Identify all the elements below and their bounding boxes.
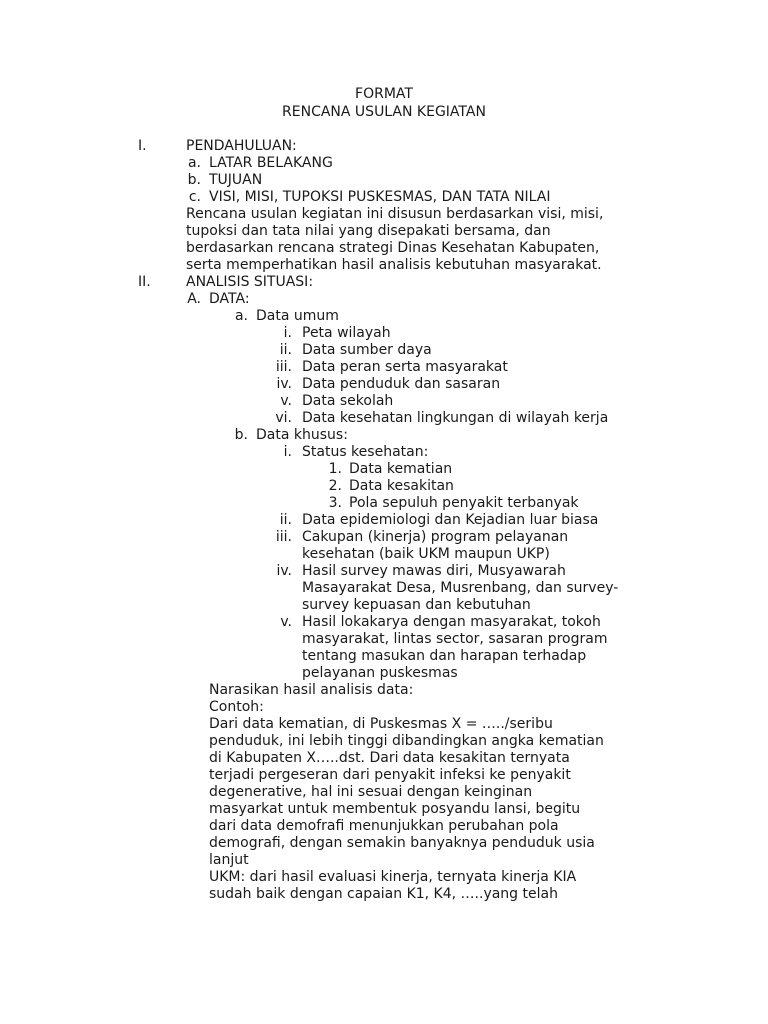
list-marker: c. [188, 189, 201, 205]
list-item: Pola sepuluh penyakit terbanyak [349, 495, 579, 511]
list-marker: ii. [279, 342, 292, 358]
list-marker: vi. [275, 410, 292, 426]
list-marker: iv. [276, 376, 292, 392]
narrative-line: dari data demofrafi menunjukkan perubahan pola [209, 818, 559, 834]
list-item: Data epidemiologi dan Kejadian luar biasa [302, 512, 599, 528]
narrative-line: sudah baik dengan capaian K1, K4, …..yang telah [209, 886, 558, 902]
list-marker: iii. [275, 529, 292, 545]
list-item-continuation: masyarakat, lintas sector, sasaran program [302, 631, 608, 647]
paragraph-line: Rencana usulan kegiatan ini disusun berdasarkan visi, misi, [186, 206, 604, 222]
section-heading: PENDAHULUAN: [186, 138, 297, 154]
narrative-line: masyarkat untuk membentuk posyandu lansi, begitu [209, 801, 581, 817]
document-title: FORMAT [355, 86, 413, 102]
list-item: Data kesehatan lingkungan di wilayah kerja [302, 410, 609, 426]
list-marker: A. [187, 291, 201, 307]
list-marker: 2. [328, 478, 342, 494]
narrative-line: demografi, dengan semakin banyaknya penduduk usia [209, 835, 595, 851]
section-number: I. [138, 138, 147, 154]
narrative-line: Dari data kematian, di Puskesmas X = …../seribu [209, 716, 553, 732]
list-item: Status kesehatan: [302, 444, 429, 460]
narrative-line: UKM: dari hasil evaluasi kinerja, ternyata kinerja KIA [209, 869, 577, 885]
list-item: Data umum [256, 308, 339, 324]
list-item-continuation: pelayanan puskesmas [302, 665, 458, 681]
list-item-continuation: survey kepuasan dan kebutuhan [302, 597, 531, 613]
list-item-continuation: tentang masukan dan harapan terhadap [302, 648, 587, 664]
list-item: Data sekolah [302, 393, 394, 409]
list-item: VISI, MISI, TUPOKSI PUSKESMAS, DAN TATA NILAI [209, 189, 551, 205]
list-item: Data kematian [349, 461, 453, 477]
list-item: DATA: [209, 291, 250, 307]
paragraph-line: berdasarkan rencana strategi Dinas Kesehatan Kabupaten, [186, 240, 600, 256]
list-marker: iii. [275, 359, 292, 375]
list-item: Peta wilayah [302, 325, 391, 341]
narrative-line: lanjut [209, 852, 249, 868]
list-marker: a. [234, 308, 248, 324]
section-number: II. [138, 274, 151, 290]
list-item: Data penduduk dan sasaran [302, 376, 501, 392]
paragraph-line: serta memperhatikan hasil analisis kebutuhan masyarakat. [186, 257, 602, 273]
document-subtitle: RENCANA USULAN KEGIATAN [282, 104, 486, 120]
list-marker: iv. [276, 563, 292, 579]
list-marker: 3. [328, 495, 342, 511]
list-marker: i. [283, 444, 292, 460]
list-item: Data kesakitan [349, 478, 454, 494]
paragraph-line: tupoksi dan tata nilai yang disepakati bersama, dan [186, 223, 551, 239]
list-marker: a. [187, 155, 201, 171]
list-item: Data peran serta masyarakat [302, 359, 508, 375]
narrative-line: degenerative, hal ini sesuai dengan keinginan [209, 784, 533, 800]
narrative-line: penduduk, ini lebih tinggi dibandingkan angka kematian [209, 733, 604, 749]
narrative-line: Narasikan hasil analisis data: [209, 682, 414, 698]
list-item-continuation: kesehatan (baik UKM maupun UKP) [302, 546, 550, 562]
list-item: TUJUAN [209, 172, 263, 188]
list-marker: i. [283, 325, 292, 341]
list-item: Data sumber daya [302, 342, 432, 358]
list-marker: v. [280, 393, 292, 409]
narrative-line: terjadi pergeseran dari penyakit infeksi ke penyakit [209, 767, 571, 783]
narrative-line: di Kabupaten X…..dst. Dari data kesakitan ternyata [209, 750, 570, 766]
list-marker: 1. [328, 461, 342, 477]
list-marker: ii. [279, 512, 292, 528]
list-item: Hasil survey mawas diri, Musyawarah [302, 563, 566, 579]
section-heading: ANALISIS SITUASI: [186, 274, 314, 290]
narrative-line: Contoh: [209, 699, 264, 715]
list-item: Cakupan (kinerja) program pelayanan [302, 529, 569, 545]
list-item: LATAR BELAKANG [209, 155, 333, 171]
list-marker: b. [234, 427, 248, 443]
list-item: Hasil lokakarya dengan masyarakat, tokoh [302, 614, 601, 630]
list-item: Data khusus: [256, 427, 348, 443]
list-item-continuation: Masayarakat Desa, Musrenbang, dan survey- [302, 580, 619, 596]
list-marker: b. [187, 172, 201, 188]
list-marker: v. [280, 614, 292, 630]
